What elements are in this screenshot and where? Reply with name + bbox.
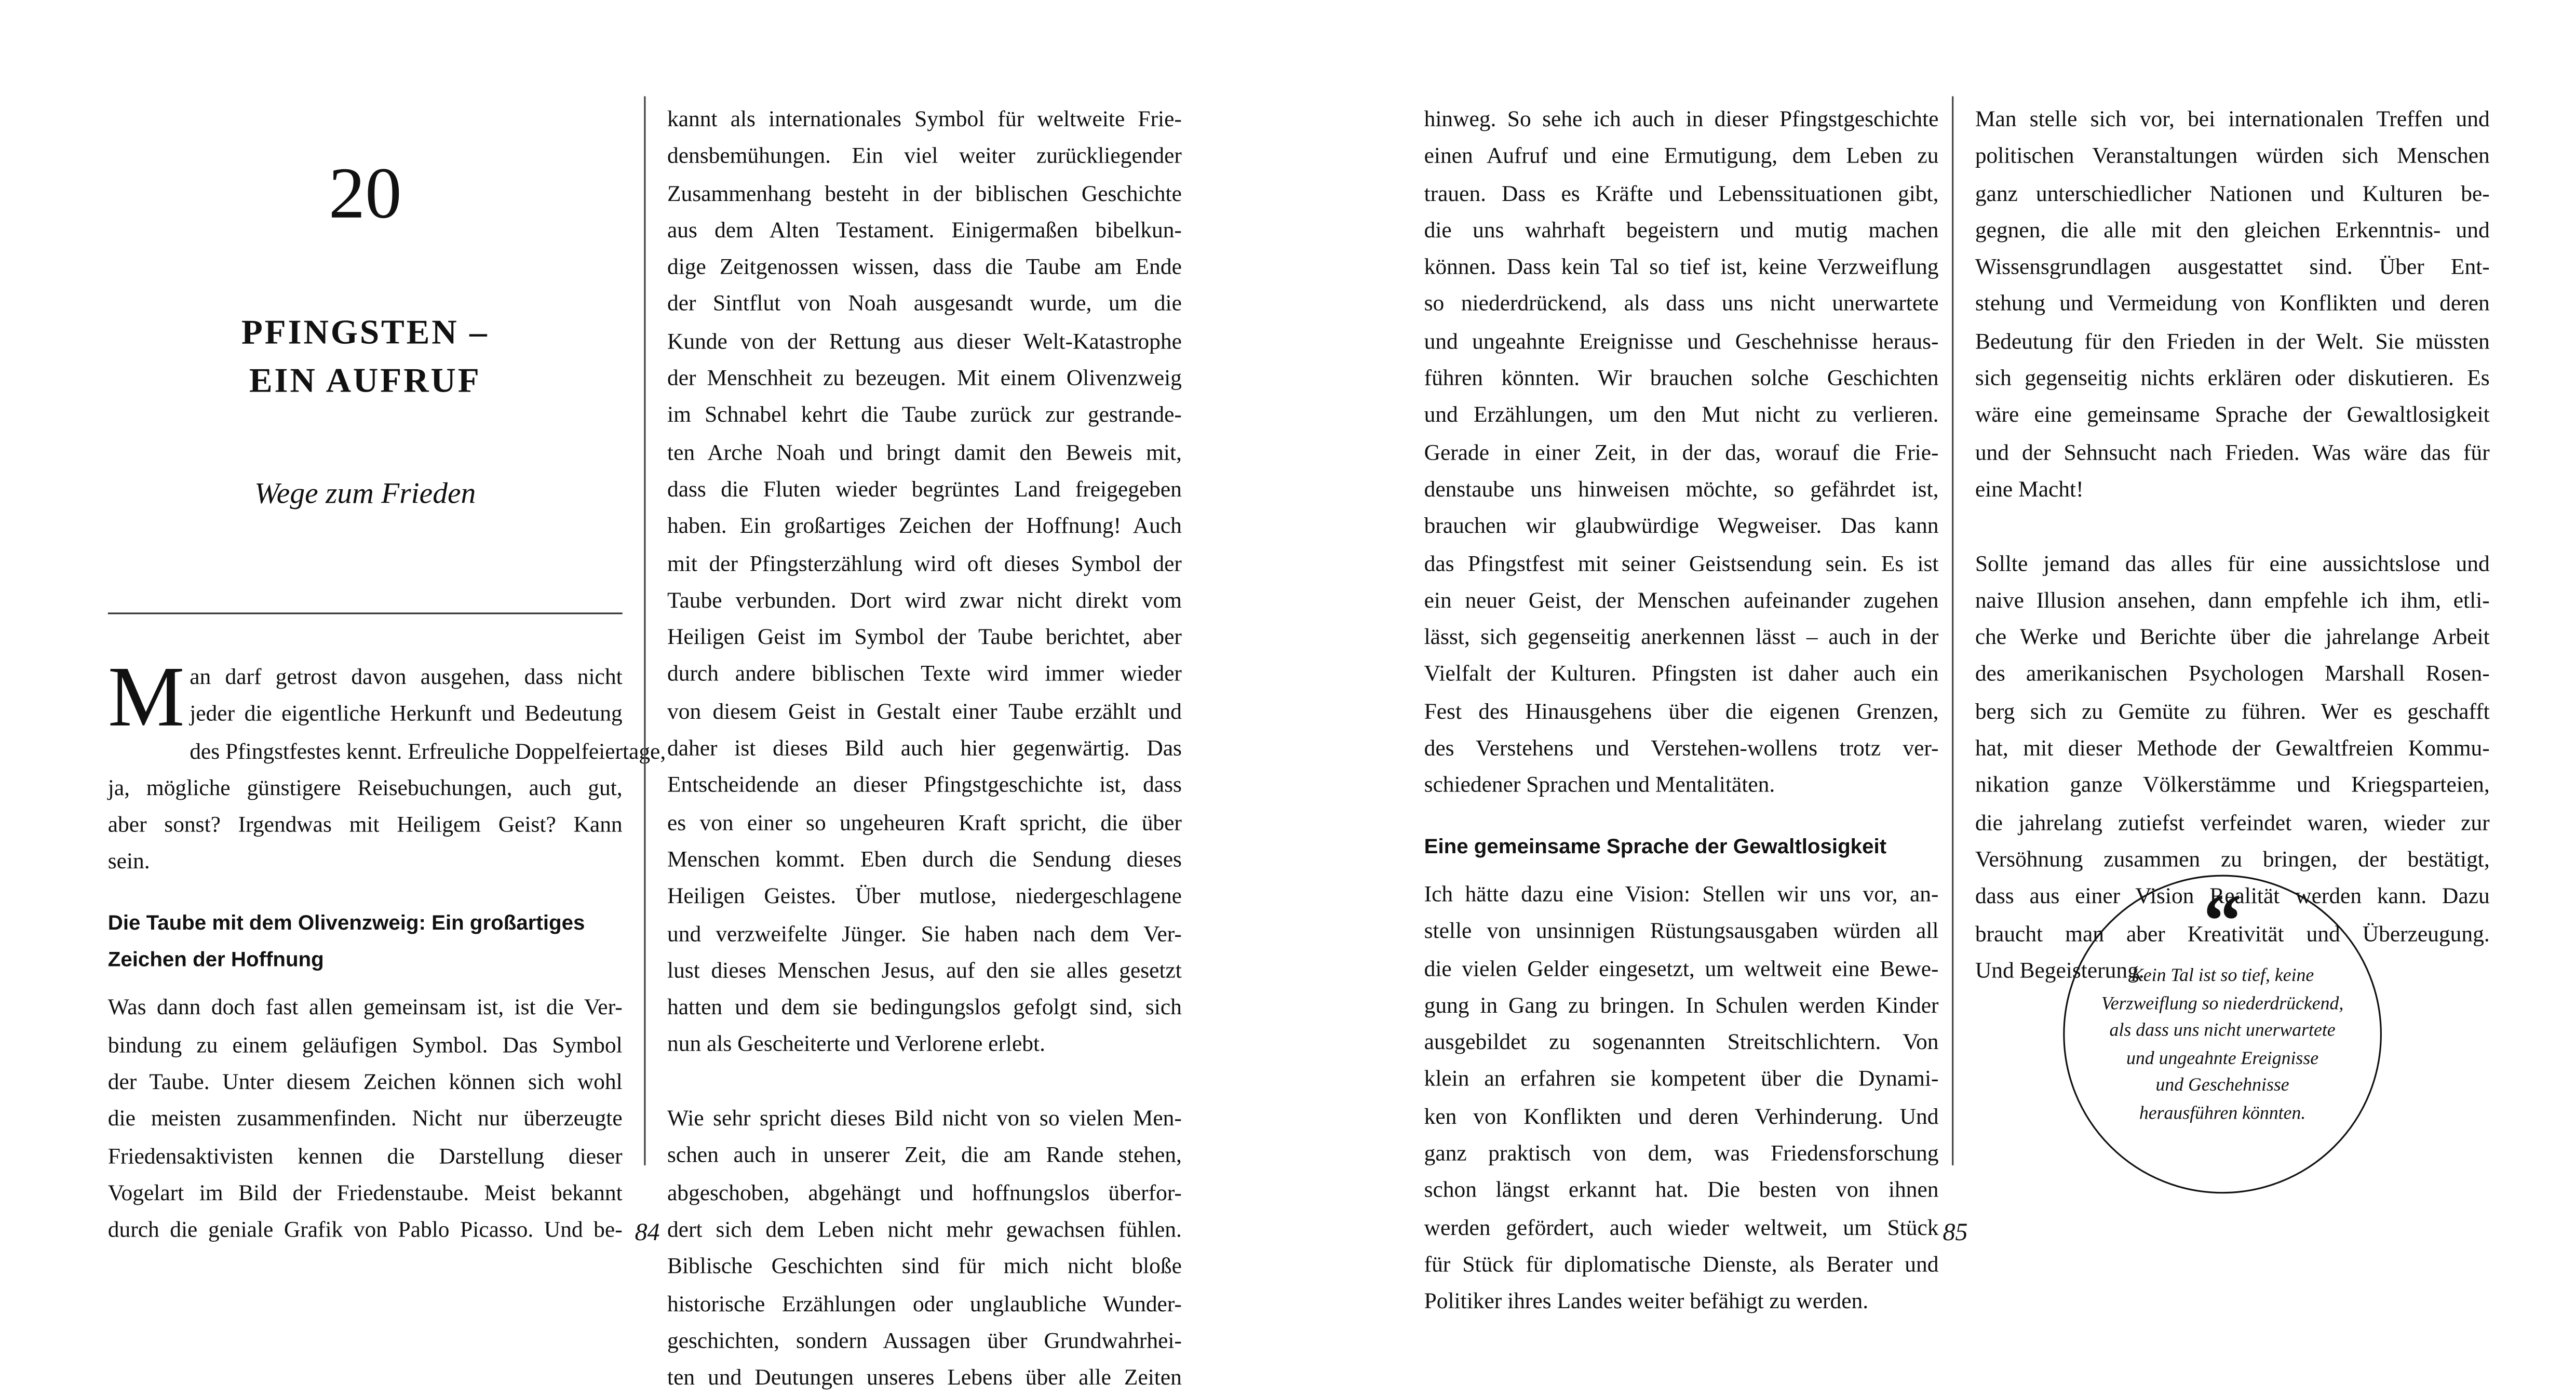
column-2	[667, 101, 1182, 1397]
text-line: dass die Fluten wieder begrüntes Land freigegeben	[667, 476, 1182, 502]
column-divider	[644, 96, 645, 1165]
quote-mark-icon: “	[2203, 878, 2242, 963]
text-line: geschichten, sondern Aussagen über Grundwahrhei-	[667, 1327, 1182, 1353]
text-line: Wie sehr spricht dieses Bild nicht von so vielen Men-	[667, 1105, 1182, 1131]
text-line: politischen Veranstaltungen würden sich Menschen	[1975, 143, 2490, 168]
text-line: ten und Deutungen unseres Lebens über alle Zeiten	[667, 1364, 1182, 1390]
text-line: hinweg. So sehe ich auch in dieser Pfingstgeschichte	[1424, 106, 1939, 131]
text-line: Gerade in einer Zeit, in der das, worauf die Frie-	[1424, 439, 1939, 464]
chapter-subtitle: Wege zum Frieden	[254, 476, 476, 510]
text-line: so niederdrückend, als dass uns nicht unerwartete	[1424, 291, 1939, 316]
page-number-right: 85	[1943, 1220, 1968, 1247]
text-line: aber sonst? Irgendwas mit Heiligem Geist? Kann	[107, 812, 623, 837]
text-line: lust dieses Menschen Jesus, auf den sie alles gesetzt	[667, 957, 1182, 983]
text-line: Eine gemeinsame Sprache der Gewaltlosigkeit	[1424, 834, 1887, 858]
text-line: von diesem Geist in Gestalt einer Taube erzählt und	[667, 698, 1182, 723]
text-line: des amerikanischen Psychologen Marshall Rosen-	[1975, 661, 2490, 687]
text-line: daher ist dieses Bild auch hier gegenwärtig. Das	[667, 735, 1182, 761]
text-line: kannt als internationales Symbol für weltweite Frie-	[667, 106, 1182, 131]
text-line: Was dann doch fast allen gemeinsam ist, ist die Ver-	[107, 995, 623, 1020]
text-line: haben. Ein großartiges Zeichen der Hoffnung! Auch	[667, 513, 1182, 539]
text-line: schen auch in unserer Zeit, die am Rande stehen,	[667, 1143, 1182, 1168]
pull-quote-line: Kein Tal ist so tief, keine	[2130, 966, 2314, 986]
text-line: nikation ganze Völkerstämme und Kriegsparteien,	[1975, 772, 2490, 798]
text-line: dige Zeitgenossen wissen, dass die Taube am Ende	[667, 254, 1182, 279]
text-line: berg sich zu Gemüte zu führen. Wer es geschafft	[1975, 698, 2490, 723]
pull-quote-line: herausführen könnten.	[2139, 1104, 2306, 1124]
text-line: aus dem Alten Testament. Einigermaßen bibelkun-	[667, 217, 1182, 243]
column-4	[1975, 101, 2490, 990]
text-line: schiedener Sprachen und Mentalitäten.	[1424, 772, 1775, 798]
pull-quote-line: als dass uns nicht unerwartete	[2109, 1021, 2336, 1041]
text-line: und verzweifelte Jünger. Sie haben nach dem Ver-	[667, 920, 1182, 946]
text-line: schon längst erkannt hat. Die besten von ihnen	[1424, 1177, 1939, 1203]
text-line: werden gefördert, auch wieder weltweit, um Stück	[1424, 1214, 1939, 1240]
text-line: dert sich dem Leben nicht mehr gewachsen fühlen.	[667, 1216, 1182, 1242]
text-line: Vogelart im Bild der Friedenstaube. Meist bekannt	[107, 1180, 623, 1205]
text-line: trauen. Dass es Kräfte und Lebenssituationen gibt,	[1424, 180, 1939, 206]
text-line: hat, mit dieser Methode der Gewaltfreien Kommu-	[1975, 735, 2490, 761]
text-line: Fest des Hinausgehens über die eigenen Grenzen,	[1424, 698, 1939, 723]
text-line: Man stelle sich vor, bei internationalen Treffen und	[1975, 106, 2490, 131]
text-line: Heiligen Geist im Symbol der Taube berichtet, aber	[667, 624, 1182, 650]
page-number-left: 84	[635, 1220, 660, 1247]
text-line: braucht man aber Kreativität und Überzeugung.	[1975, 920, 2490, 946]
pull-quote-text	[2081, 963, 2363, 1128]
text-line: gung in Gang zu bringen. In Schulen werden Kinder	[1424, 992, 1939, 1017]
text-line: durch die geniale Grafik von Pablo Picasso. Und be-	[107, 1217, 623, 1242]
text-line: bindung zu einem geläufigen Symbol. Das Symbol	[107, 1032, 623, 1057]
text-line: mit der Pfingsterzählung wird oft dieses Symbol der	[667, 550, 1182, 575]
text-line: der Menschheit zu bezeugen. Mit einem Olivenzweig	[667, 365, 1182, 391]
text-line: hatten und dem sie bedingungslos gefolgt sind, sich	[667, 995, 1182, 1020]
text-line: nun als Gescheiterte und Verlorene erlebt.	[667, 1031, 1045, 1057]
text-line: die meisten zusammenfinden. Nicht nur überzeugte	[107, 1106, 623, 1131]
text-line: einen Aufruf und eine Ermutigung, dem Leben zu	[1424, 143, 1939, 168]
text-line: dass aus einer Vision Realität werden kann. Dazu	[1975, 883, 2490, 909]
text-line: Politiker ihres Landes weiter befähigt zu werden.	[1424, 1288, 1869, 1314]
pull-quote	[2063, 875, 2382, 1194]
text-line: Ich hätte dazu eine Vision: Stellen wir uns vor, an-	[1424, 881, 1939, 907]
paragraph	[1424, 877, 1939, 1321]
text-line: ja, mögliche günstigere Reisebuchungen, auch gut,	[107, 775, 623, 800]
text-line: Heiligen Geistes. Über mutlose, niedergeschlagene	[667, 883, 1182, 909]
text-line: es von einer so ungeheuren Kraft spricht, die über	[667, 809, 1182, 835]
text-line: ken von Konflikten und deren Verhinderung. Und	[1424, 1103, 1939, 1129]
text-line: Entscheidende an dieser Pfingstgeschichte ist, dass	[667, 772, 1182, 798]
text-line: naive Illusion ansehen, dann empfehle ich ihm, etli-	[1975, 587, 2490, 613]
text-line: ausgebildet zu sogenannten Streitschlichtern. Von	[1424, 1029, 1939, 1055]
text-line: denstaube uns hinweisen möchte, so gefährdet ist,	[1424, 476, 1939, 502]
text-line: sich gegenseitig nichts erklären oder diskutieren. Es	[1975, 365, 2490, 391]
text-line: eine Macht!	[1975, 476, 2084, 502]
text-line: des Pfingstfestes kennt. Erfreuliche Doppelfeiertage,	[190, 738, 666, 763]
paragraph	[1424, 101, 1939, 804]
text-line: Versöhnung zusammen zu bringen, der bestätigt,	[1975, 847, 2490, 871]
text-line: klein an erfahren sie kompetent über die Dynami-	[1424, 1066, 1939, 1092]
text-line: Die Taube mit dem Olivenzweig: Ein großartiges	[107, 911, 585, 934]
text-line: ganz praktisch von dem, was Friedensforschung	[1424, 1140, 1939, 1165]
text-line: Menschen kommt. Eben durch die Sendung dieses	[667, 847, 1182, 871]
text-line: ten Arche Noah und bringt damit den Beweis mit,	[667, 439, 1182, 464]
text-line: gegnen, die alle mit den gleichen Erkenntnis- und	[1975, 217, 2490, 243]
paragraph	[1975, 101, 2490, 508]
text-line: historische Erzählungen oder unglaubliche Wunder-	[667, 1291, 1182, 1316]
text-line: Biblische Geschichten sind für mich nicht bloße	[667, 1254, 1182, 1279]
text-line: Wissensgrundlagen ausgestattet sind. Über Ent-	[1975, 254, 2490, 279]
paragraph	[107, 651, 666, 881]
text-line: im Schnabel kehrt die Taube zurück zur gestrande-	[667, 402, 1182, 427]
text-line: Kunde von der Rettung aus dieser Welt-Katastrophe	[667, 328, 1182, 354]
pull-quote-line: und ungeahnte Ereignisse	[2126, 1049, 2319, 1069]
paragraph	[667, 1100, 1182, 1396]
text-line: die vielen Gelder eingesetzt, um weltweit eine Bewe-	[1424, 955, 1939, 980]
text-line: und ungeahnte Ereignisse und Geschehnisse heraus-	[1424, 328, 1939, 354]
column-divider	[1952, 96, 1953, 1165]
column-3	[1424, 101, 1939, 1321]
text-line: an darf getrost davon ausgehen, dass nicht	[190, 664, 623, 689]
text-line: die uns wahrhaft begeistern und mutig machen	[1424, 217, 1939, 243]
text-line: lässt, sich gegenseitig anerkennen lässt – auch in der	[1424, 624, 1939, 650]
text-line: das Pfingstfest mit seiner Geistsendung sein. Es ist	[1424, 550, 1939, 575]
text-line: stelle von unsinnigen Rüstungsausgaben würden all	[1424, 918, 1939, 944]
text-line: wäre eine gemeinsame Sprache der Gewaltlosigkeit	[1975, 402, 2490, 427]
text-line: Bedeutung für den Frieden in der Welt. Sie müssten	[1975, 328, 2490, 354]
text-line: ein neuer Geist, der Menschen aufeinander zugehen	[1424, 587, 1939, 613]
paragraph	[667, 101, 1182, 1064]
drop-cap: M	[107, 651, 185, 746]
section-heading	[1424, 828, 1939, 865]
text-line: densbemühungen. Ein viel weiter zurückliegender	[667, 143, 1182, 168]
text-line: Sollte jemand das alles für eine aussichtslose und	[1975, 550, 2490, 575]
paragraph	[108, 990, 623, 1249]
text-line: durch andere biblischen Texte wird immer wieder	[667, 661, 1182, 687]
text-line: können. Dass kein Tal so tief ist, keine Verzweiflung	[1424, 254, 1939, 279]
chapter-title	[108, 309, 623, 405]
text-line: Taube verbunden. Dort wird zwar nicht direkt vom	[667, 587, 1182, 613]
text-line: jeder die eigentliche Herkunft und Bedeutung	[190, 701, 623, 726]
text-line: der Taube. Unter diesem Zeichen können sich wohl	[107, 1069, 623, 1094]
chapter-title-line: PFINGSTEN –	[241, 312, 489, 352]
text-line: che Werke und Berichte über die jahrelange Arbeit	[1975, 624, 2490, 650]
text-line: der Sintflut von Noah ausgesandt wurde, um die	[667, 291, 1182, 316]
title-divider	[108, 613, 623, 614]
text-line: brauchen wir glaubwürdige Wegweiser. Das kann	[1424, 513, 1939, 539]
text-line: Vielfalt der Kulturen. Pfingsten ist daher auch ein	[1424, 661, 1939, 687]
text-line: führen könnten. Wir brauchen solche Geschichten	[1424, 365, 1939, 391]
pull-quote-line: und Geschehnisse	[2155, 1076, 2289, 1096]
text-line: Und Begeisterung.	[1975, 957, 2145, 983]
text-line: des Verstehens und Verstehen-wollens trotz ver-	[1424, 735, 1939, 761]
text-line: sein.	[107, 849, 150, 874]
text-line: für Stück für diplomatische Dienste, als Berater und	[1424, 1251, 1939, 1277]
text-line: die jahrelang zutiefst verfeindet waren, wieder zur	[1975, 809, 2490, 835]
text-line: abgeschoben, abgehängt und hoffnungslos überfor-	[667, 1179, 1182, 1205]
section-heading	[108, 904, 623, 978]
text-line: stehung und Vermeidung von Konflikten und deren	[1975, 291, 2490, 316]
pull-quote-line: Verzweiflung so niederdrückend,	[2101, 993, 2344, 1014]
text-line: Zusammenhang besteht in der biblischen Geschichte	[667, 180, 1182, 206]
chapter-title-line: EIN AUFRUF	[249, 360, 481, 400]
text-line: Zeichen der Hoffnung	[107, 948, 324, 972]
chapter-number: 20	[328, 153, 402, 234]
text-line: Friedensaktivisten kennen die Darstellung dieser	[107, 1143, 623, 1168]
text-line: und der Sehnsucht nach Frieden. Was wäre das für	[1975, 439, 2490, 464]
text-line: und Erzählungen, um den Mut nicht zu verlieren.	[1424, 402, 1939, 427]
text-line: ganz unterschiedlicher Nationen und Kulturen be-	[1975, 180, 2490, 206]
